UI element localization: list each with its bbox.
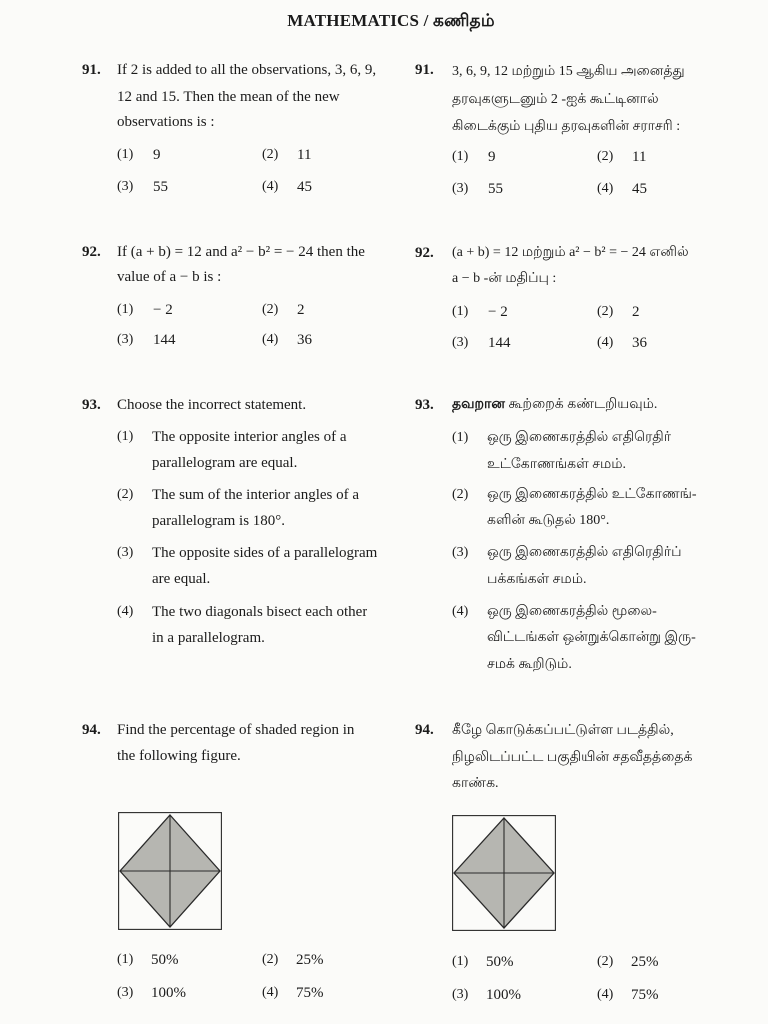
q94-option-1-label: (1)	[117, 952, 134, 967]
q93-ta-option-4-label: (4)	[452, 604, 469, 619]
q92-ta-option-1-label: (1)	[452, 304, 469, 319]
q93-ta-stem-line	[452, 394, 657, 415]
q94-ta-figure	[452, 815, 556, 931]
q92-option-3-label: (3)	[117, 332, 134, 347]
q94-ta-option-4-value: 75%	[631, 987, 659, 1003]
q94-stem-line: the following figure.	[117, 748, 241, 764]
q94-option-1-value: 50%	[151, 952, 179, 968]
q91-option-1-value: 9	[153, 147, 161, 163]
q93-ta-option-1-label: (1)	[452, 430, 469, 445]
q94-ta-option-4-label: (4)	[597, 987, 614, 1002]
q94-stem-line: Find the percentage of shaded region in	[117, 722, 355, 738]
q91-ta-option-1-label: (1)	[452, 149, 469, 164]
page-header: MATHEMATICS / கணிதம்	[287, 11, 495, 30]
q92-stem-line: value of a − b is :	[117, 269, 222, 285]
q91-option-2-label: (2)	[262, 147, 279, 162]
q92-ta-option-4-label: (4)	[597, 335, 614, 350]
q92-number: 92.	[82, 244, 101, 260]
q91-ta-option-1-value: 9	[488, 149, 496, 165]
q93-ta-option-4-text-line: ஒரு இணைகரத்தில் மூலை-	[487, 604, 657, 619]
q91-ta-option-2-label: (2)	[597, 149, 614, 164]
q91-number: 91.	[82, 62, 101, 78]
q94-option-3-label: (3)	[117, 985, 134, 1000]
q92-ta-option-2-value: 2	[632, 304, 640, 320]
q92-stem-line: If (a + b) = 12 and a² − b² = − 24 then the	[117, 244, 365, 260]
q91-ta-stem-line: தரவுகளுடனும் 2 -ஐக் கூட்டினால்	[452, 92, 659, 107]
q93-ta-option-4-text-line: விட்டங்கள் ஒன்றுக்கொன்று இரு-	[487, 630, 696, 645]
q91-ta-stem-line: கிடைக்கும் புதிய தரவுகளின் சராசரி :	[452, 119, 681, 134]
q92-ta-stem-line: (a + b) = 12 மற்றும் a² − b² = − 24 எனில்	[452, 245, 689, 260]
q91-option-3-label: (3)	[117, 179, 134, 194]
q93-option-1-text-line: parallelogram are equal.	[152, 455, 298, 471]
q91-option-4-label: (4)	[262, 179, 279, 194]
q93-ta-option-2-text-line: ஒரு இணைகரத்தில் உட்கோணங்-	[487, 487, 697, 502]
q93-option-4-text-line: The two diagonals bisect each other	[152, 604, 368, 620]
q92-ta-option-3-value: 144	[488, 335, 511, 351]
q93-ta-option-3-text-line: ஒரு இணைகரத்தில் எதிரெதிர்ப்	[487, 545, 682, 560]
q92-ta-stem-line: a − b -ன் மதிப்பு :	[452, 271, 557, 286]
q91-ta-option-4-label: (4)	[597, 181, 614, 196]
q92-ta-option-1-value: − 2	[488, 304, 508, 320]
q91-stem-line: If 2 is added to all the observations, 3, 6, 9,	[117, 62, 377, 78]
q92-option-2-value: 2	[297, 302, 305, 318]
q92-ta-option-3-label: (3)	[452, 335, 469, 350]
q93-option-1-text-line: The opposite interior angles of a	[152, 429, 347, 445]
q93-ta-option-3-text-line: பக்கங்கள் சமம்.	[487, 572, 587, 587]
q94-ta-option-2-value: 25%	[631, 954, 659, 970]
q93-ta-option-2-label: (2)	[452, 487, 469, 502]
q94-figure	[118, 812, 222, 930]
q94-ta-option-2-label: (2)	[597, 954, 614, 969]
q93-option-3-label: (3)	[117, 545, 134, 560]
q91-ta-option-3-label: (3)	[452, 181, 469, 196]
q93-number: 93.	[82, 397, 101, 413]
q92-ta-option-2-label: (2)	[597, 304, 614, 319]
q93-option-2-text-line: parallelogram is 180°.	[152, 513, 286, 529]
q93-stem-line: Choose the incorrect statement.	[117, 397, 307, 413]
q94-option-4-label: (4)	[262, 985, 279, 1000]
q92-option-1-value: − 2	[153, 302, 173, 318]
q94-ta-option-3-label: (3)	[452, 987, 469, 1002]
q93-option-4-text-line: in a parallelogram.	[152, 630, 265, 646]
q93-ta-stem-emphasis: தவறான	[452, 397, 505, 412]
q91-ta-number: 91.	[415, 62, 434, 78]
q93-ta-option-2-text-line: களின் கூடுதல் 180°.	[487, 513, 610, 528]
q92-option-2-label: (2)	[262, 302, 279, 317]
q93-option-1-label: (1)	[117, 429, 134, 444]
q94-ta-option-1-value: 50%	[486, 954, 514, 970]
q93-option-4-label: (4)	[117, 604, 134, 619]
q94-option-2-label: (2)	[262, 952, 279, 967]
q94-option-2-value: 25%	[296, 952, 324, 968]
q93-option-3-text-line: The opposite sides of a parallelogram	[152, 545, 378, 561]
q92-option-4-label: (4)	[262, 332, 279, 347]
q91-ta-stem-line: 3, 6, 9, 12 மற்றும் 15 ஆகிய அனைத்து	[452, 64, 685, 79]
q92-option-3-value: 144	[153, 332, 176, 348]
q91-option-1-label: (1)	[117, 147, 134, 162]
q91-option-3-value: 55	[153, 179, 168, 195]
q94-ta-stem-line: கீழே கொடுக்கப்பட்டுள்ள படத்தில்,	[452, 723, 674, 738]
q92-ta-number: 92.	[415, 245, 434, 261]
q92-ta-option-4-value: 36	[632, 335, 647, 351]
q94-ta-stem-line: காண்க.	[452, 776, 499, 791]
q93-option-2-label: (2)	[117, 487, 134, 502]
q94-ta-option-3-value: 100%	[486, 987, 521, 1003]
q93-ta-option-4-text-line: சமக் கூறிடும்.	[487, 657, 572, 672]
q91-ta-option-4-value: 45	[632, 181, 647, 197]
q91-ta-option-3-value: 55	[488, 181, 503, 197]
q91-ta-option-2-value: 11	[632, 149, 647, 165]
q93-ta-number: 93.	[415, 397, 434, 413]
q94-ta-stem-line: நிழலிடப்பட்ட பகுதியின் சதவீதத்தைக்	[452, 750, 693, 765]
q91-stem-line: 12 and 15. Then the mean of the new	[117, 89, 340, 105]
q93-option-3-text-line: are equal.	[152, 571, 211, 587]
q93-ta-option-1-text-line: உட்கோணங்கள் சமம்.	[487, 457, 627, 472]
q94-ta-number: 94.	[415, 722, 434, 738]
q93-ta-option-1-text-line: ஒரு இணைகரத்தில் எதிரெதிர்	[487, 430, 672, 445]
q94-option-3-value: 100%	[151, 985, 186, 1001]
q91-option-4-value: 45	[297, 179, 312, 195]
q93-option-2-text-line: The sum of the interior angles of a	[152, 487, 360, 503]
q92-option-4-value: 36	[297, 332, 312, 348]
q93-ta-option-3-label: (3)	[452, 545, 469, 560]
q91-option-2-value: 11	[297, 147, 312, 163]
q94-option-4-value: 75%	[296, 985, 324, 1001]
q91-stem-line: observations is :	[117, 114, 215, 130]
q94-ta-option-1-label: (1)	[452, 954, 469, 969]
q94-number: 94.	[82, 722, 101, 738]
q93-ta-stem-rest: கூற்றைக் கண்டறியவும்.	[508, 397, 658, 412]
q92-option-1-label: (1)	[117, 302, 134, 317]
